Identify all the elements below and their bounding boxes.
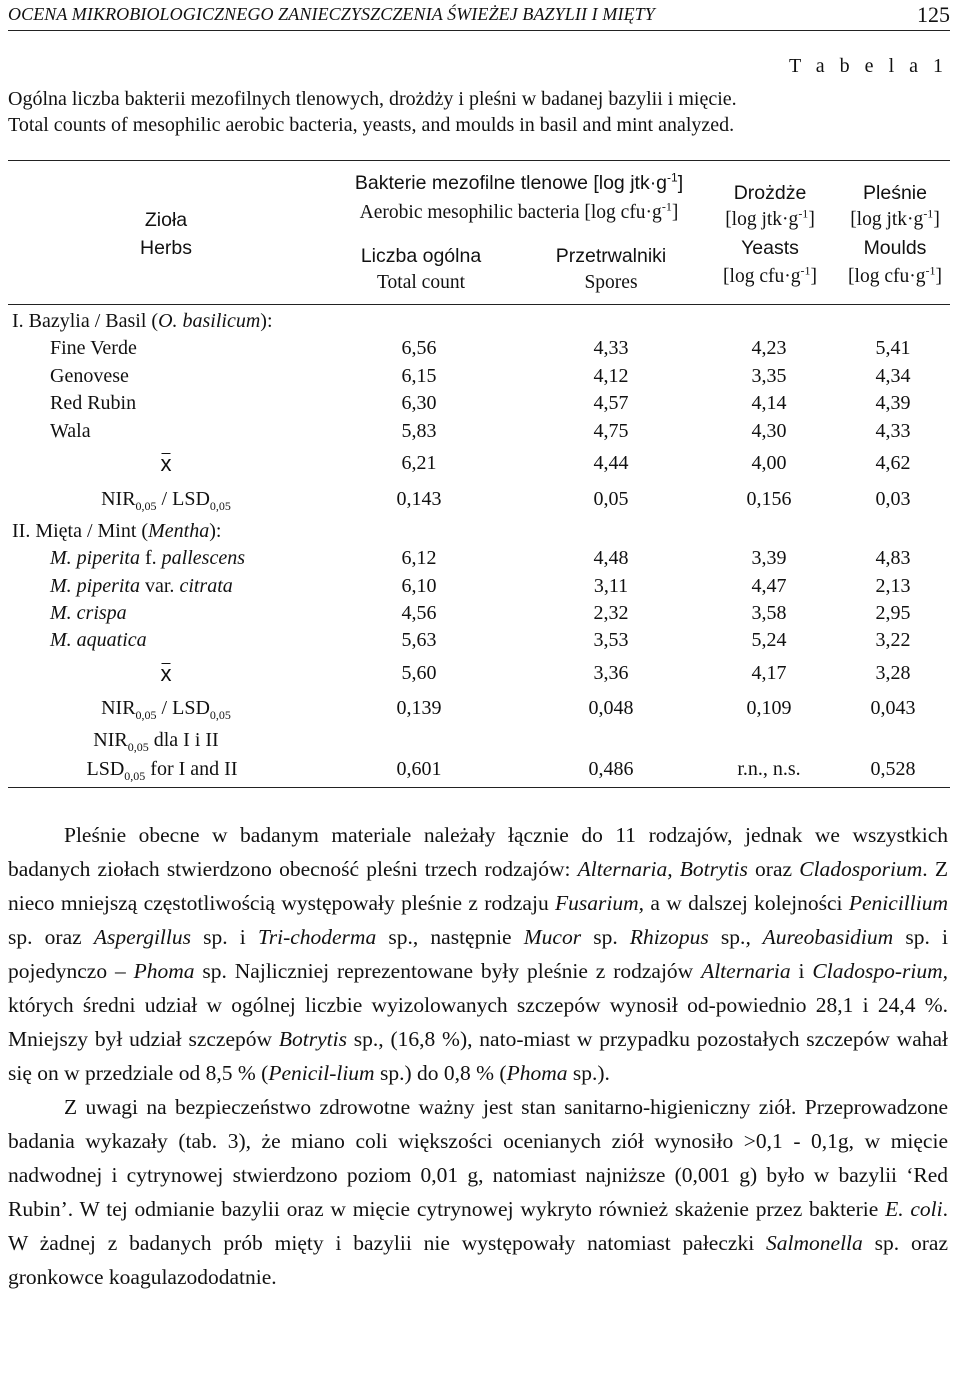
basil-nir-spores: 0,05: [593, 488, 629, 510]
text-run: sp., (16,8 %), nato-miast w przypadku pozostałych szczepów wahał się on w przedziale od 8,5 % (: [8, 1027, 949, 1085]
basil-nir-yeasts: 0,156: [746, 488, 792, 510]
italic-run: Alternaria, Botrytis: [577, 857, 748, 881]
row-label: Wala: [50, 420, 91, 442]
cell-spores: 4,75: [593, 420, 629, 442]
col-yeasts-unit-en: [log $cfu\cdot g^{-1}$]: [723, 263, 817, 287]
page-number: 125: [917, 2, 950, 27]
col-herbs-en: Herbs: [139, 237, 193, 259]
text-run: . Z nieco mniejszą częstotliwością występowały pleśnie z rodzaju: [8, 857, 948, 915]
col-yeasts-unit-pl: [log $jtk\cdot g^{-1}$]: [725, 206, 815, 230]
basil-mean-spores: 4,44: [593, 452, 629, 474]
cell-yeasts: 4,30: [751, 420, 787, 442]
cell-yeasts: 4,23: [751, 337, 787, 359]
row-label: M. aquatica: [50, 629, 147, 651]
italic-run: Cladosporium: [799, 857, 923, 881]
col-yeasts-en: Yeasts: [741, 237, 799, 259]
italic-run: Cladospo-rium,: [812, 959, 948, 983]
italic-run: Tri-choderma: [257, 925, 377, 949]
text-run: których średni udział w ogólnej liczbie wyizolowanych szczepów wynosił od-powiednio 28,1 i 24,4 %. Mniejszy był udział szczepów: [8, 993, 948, 1051]
col-spores-pl: Przetrwalniki: [555, 245, 667, 267]
cell-total: 5,83: [401, 420, 437, 442]
cell-total: 6,12: [401, 547, 437, 569]
basil-nir-moulds: 0,03: [875, 488, 911, 510]
running-header: [8, 4, 950, 31]
mean-symbol: x: [160, 451, 172, 476]
text-run: i: [790, 959, 813, 983]
running-title: OCENA MIKROBIOLOGICZNEGO ZANIECZYSZCZENIA ŚWIEŻEJ BAZYLII I MIĘTY: [8, 4, 655, 24]
cell-yeasts: 3,35: [751, 365, 787, 387]
group-mint-heading: II. Mięta / Mint (Mentha):: [12, 520, 222, 542]
table-caption: [8, 86, 737, 138]
text-run: sp.: [708, 925, 746, 949]
cell-moulds: 4,34: [875, 365, 911, 387]
mint-mean-total: 5,60: [401, 662, 437, 684]
italic-run: Penicillium: [848, 891, 948, 915]
mint-nir-spores: 0,048: [588, 697, 634, 719]
caption-pl: Ogólna liczba bakterii mezofilnych tlenowych, drożdży i pleśni w badanej bazylii i mięcie.: [8, 88, 737, 110]
text-run: . W żadnej z badanych prób mięty i bazylii nie występowały natomiast pałeczki: [8, 1197, 949, 1255]
both-nir-label-en: $LSD_{0,05}$ for I and II: [86, 758, 238, 783]
italic-run: E. coli: [885, 1197, 943, 1221]
text-run: sp., następnie: [376, 925, 524, 949]
mint-nir-label: $NIR_{0,05} / LSD_{0,05}$: [101, 697, 231, 722]
cell-moulds: 2,95: [875, 602, 911, 624]
text-run: Pleśnie obecne w badanym materiale należały łącznie do 11 rodzajów, jednak we wszystkich badanych ziołach stwierdzono obecność pleśni trzech rodzajów:: [8, 823, 948, 881]
italic-run: Mucor: [523, 925, 582, 949]
cell-total: 6,10: [401, 575, 437, 597]
text-run: sp.) do 0,8 % (: [374, 1061, 507, 1085]
basil-nir-total: 0,143: [396, 488, 442, 510]
cell-spores: 3,53: [593, 629, 629, 651]
mint-nir-total: 0,139: [396, 697, 442, 719]
row-label: M. crispa: [50, 602, 127, 624]
italic-run: Aspergillus: [93, 925, 191, 949]
col-spores-en: Spores: [584, 272, 638, 293]
cell-spores: 4,48: [593, 547, 629, 569]
cell-moulds: 2,13: [875, 575, 911, 597]
table-label: T a b e l a 1: [788, 55, 948, 77]
italic-run: Phoma: [506, 1061, 568, 1085]
row-label: Red Rubin: [50, 392, 137, 414]
both-nir-moulds: 0,528: [870, 758, 916, 780]
cell-yeasts: 5,24: [751, 629, 787, 651]
text-run: Z uwagi na bezpieczeństwo zdrowotne ważny jest stan sanitarno-higieniczny ziół. Przeprowadzone badania wykazały (tab. 3), że miano coli większości ocenianych ziół wynosiło >0,1 - 0,1g, w mięcie nadwodnej i cytrynowej stwierdzono poziom 0,01 g, natomiast najniższe (0,001 g) było w bazylii ‘Red Rubin’. W tej odmianie bazylii oraz w mięcie cytrynowej wykryto również skażenie przez bakterie: [8, 1095, 948, 1221]
mint-mean-yeasts: 4,17: [751, 662, 787, 684]
cell-total: 6,30: [401, 392, 437, 414]
table-top-rule: [8, 160, 950, 161]
both-nir-yeasts: r.n., n.s.: [737, 758, 801, 780]
basil-nir-label: $NIR_{0,05} / LSD_{0,05}$: [101, 488, 231, 513]
cell-moulds: 3,22: [875, 629, 911, 651]
cell-spores: 4,12: [593, 365, 629, 387]
text-run: sp. Najliczniej reprezentowane były pleśnie z rodzajów: [194, 959, 702, 983]
col-moulds-unit-pl: [log $jtk\cdot g^{-1}$]: [850, 206, 940, 230]
col-moulds-pl: Pleśnie: [863, 182, 927, 204]
text-run: oraz: [747, 857, 800, 881]
mint-mean-moulds: 3,28: [875, 662, 911, 684]
paragraph-sanitary: [8, 1090, 948, 1294]
text-run: sp.: [581, 925, 630, 949]
col-herbs-pl: Zioła: [144, 209, 188, 231]
cell-spores: 4,33: [593, 337, 629, 359]
paragraph-moulds: [8, 818, 948, 1090]
text-run: sp. i pojedynczo –: [8, 925, 948, 983]
cell-moulds: 5,41: [875, 337, 911, 359]
text-run: sp.).: [567, 1061, 610, 1085]
italic-run: Phoma: [133, 959, 195, 983]
mint-mean-spores: 3,36: [593, 662, 629, 684]
body-text: [8, 818, 948, 1294]
italic-run: , Aureobasidium: [745, 925, 894, 949]
mean-symbol: x: [160, 661, 172, 686]
cell-yeasts: 4,14: [751, 392, 787, 414]
col-bacteria-pl: Bakterie mezofilne tlenowe [log $jtk\cdot g^{-1}$]: [354, 170, 684, 194]
cell-spores: 3,11: [593, 575, 629, 597]
cell-total: 6,56: [401, 337, 437, 359]
table-bottom-rule: [8, 787, 950, 788]
italic-run: Fusarium,: [555, 891, 645, 915]
col-total-pl: Liczba ogólna: [360, 245, 482, 267]
both-nir-spores: 0,486: [588, 758, 634, 780]
col-total-en: Total count: [377, 272, 465, 293]
group-basil-heading: I. Bazylia / Basil (O. basilicum):: [12, 310, 273, 332]
cell-spores: 4,57: [593, 392, 629, 414]
cell-total: 6,15: [401, 365, 437, 387]
italic-run: Penicil-lium: [268, 1061, 375, 1085]
cell-yeasts: 3,39: [751, 547, 787, 569]
italic-run: Rhizopus: [629, 925, 709, 949]
basil-mean-total: 6,21: [401, 452, 437, 474]
col-yeasts-pl: Drożdże: [733, 182, 807, 204]
text-run: sp. i: [190, 925, 258, 949]
row-label: M. piperita var. citrata: [50, 575, 233, 597]
text-run: sp. oraz: [8, 925, 94, 949]
col-moulds-en: Moulds: [863, 237, 927, 259]
cell-total: 4,56: [401, 602, 437, 624]
basil-mean-yeasts: 4,00: [751, 452, 787, 474]
both-nir-label-pl: $NIR_{0,05}$ dla I i II: [93, 729, 219, 754]
caption-en: Total counts of mesophilic aerobic bacteria, yeasts, and moulds in basil and mint analyzed.: [8, 114, 735, 136]
italic-run: Salmonella: [766, 1231, 863, 1255]
row-label: M. piperita f. pallescens: [50, 547, 245, 569]
row-label: Genovese: [50, 365, 129, 387]
cell-yeasts: 3,58: [751, 602, 787, 624]
col-moulds-unit-en: [log $cfu\cdot g^{-1}$]: [848, 263, 942, 287]
italic-run: Alternaria: [701, 959, 791, 983]
cell-spores: 2,32: [593, 602, 629, 624]
basil-mean-moulds: 4,62: [875, 452, 911, 474]
italic-run: Botrytis: [278, 1027, 347, 1051]
cell-total: 5,63: [401, 629, 437, 651]
table-header-rule: [8, 304, 950, 305]
cell-moulds: 4,33: [875, 420, 911, 442]
mint-nir-moulds: 0,043: [870, 697, 916, 719]
row-label: Fine Verde: [50, 337, 137, 359]
mint-nir-yeasts: 0,109: [746, 697, 792, 719]
cell-moulds: 4,83: [875, 547, 911, 569]
text-run: sp. oraz gronkowce koagulazododatnie.: [8, 1231, 948, 1289]
col-bacteria-en: Aerobic mesophilic bacteria [log $cfu\cdot g^{-1}$]: [359, 199, 679, 223]
both-nir-total: 0,601: [396, 758, 442, 780]
cell-yeasts: 4,47: [751, 575, 787, 597]
cell-moulds: 4,39: [875, 392, 911, 414]
text-run: a w dalszej kolejności: [644, 891, 849, 915]
